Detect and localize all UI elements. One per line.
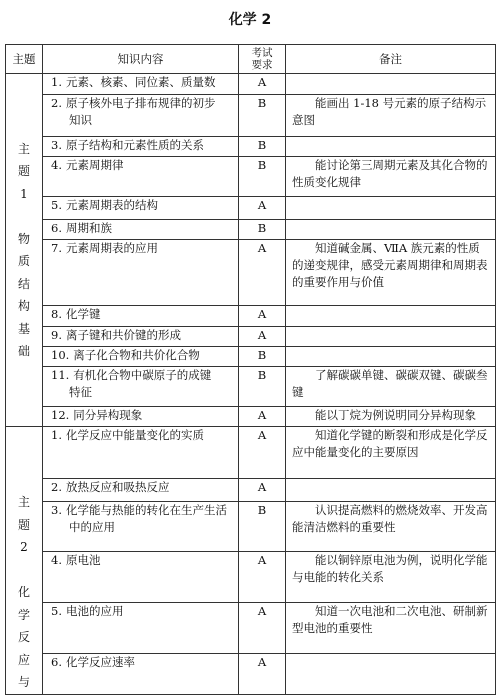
- theme-label-char: 1: [20, 186, 28, 201]
- knowledge-item: [43, 501, 239, 551]
- note-cell: [286, 427, 496, 479]
- table-row: [6, 240, 496, 306]
- knowledge-item: [43, 240, 239, 306]
- knowledge-item: [43, 327, 239, 347]
- theme2-label: [6, 427, 43, 695]
- item-number: 10.: [51, 348, 70, 362]
- item-number: 2.: [51, 96, 62, 110]
- note-cell: [286, 240, 496, 306]
- item-number: 3.: [51, 138, 62, 152]
- note-cell: [286, 347, 496, 367]
- table-row: [6, 306, 496, 327]
- item-number: 3.: [51, 502, 62, 517]
- table-row: [6, 157, 496, 197]
- item-number: 2.: [51, 480, 62, 495]
- knowledge-item: [43, 220, 239, 240]
- knowledge-item: [43, 427, 239, 479]
- item-number: 6.: [51, 655, 62, 670]
- note-cell: [286, 602, 496, 653]
- theme-label-char: 结: [17, 276, 30, 291]
- requirement-level: B: [239, 157, 286, 197]
- table-row: [6, 347, 496, 367]
- note-text: 知道化学键的断裂和形成是化学反应中能量变化的主要原因: [292, 428, 488, 459]
- requirement-level: B: [239, 347, 286, 367]
- note-cell: [286, 501, 496, 551]
- table-row: [6, 327, 496, 347]
- table-row: [6, 501, 496, 551]
- table-row: [6, 95, 496, 137]
- header-note: 备注: [286, 45, 496, 74]
- header-row: [6, 45, 496, 74]
- knowledge-item: [43, 197, 239, 220]
- item-text: 化学反应速率: [65, 655, 135, 670]
- item-number: 8.: [51, 307, 62, 321]
- knowledge-item: [43, 95, 239, 137]
- theme-label-char: 2: [20, 540, 28, 554]
- item-text: 化学能与热能的转化在生产生活: [65, 502, 227, 517]
- syllabus-table: [5, 44, 496, 695]
- item-text: 元素周期表的应用: [65, 241, 158, 255]
- header-content: 知识内容: [43, 45, 239, 74]
- note-cell: [286, 137, 496, 157]
- item-number: 1.: [51, 75, 62, 89]
- requirement-level: A: [239, 551, 286, 602]
- item-number: 4.: [51, 552, 62, 567]
- theme-label-char: 反: [17, 630, 30, 644]
- knowledge-item: [43, 551, 239, 602]
- table-row: [6, 137, 496, 157]
- item-text: 周期和族: [65, 221, 112, 235]
- requirement-level: B: [239, 501, 286, 551]
- knowledge-item: [43, 306, 239, 327]
- knowledge-item: [43, 157, 239, 197]
- item-text: 元素周期表的结构: [65, 198, 158, 212]
- theme-label-char: 质: [17, 254, 30, 268]
- theme-label-char: 题: [17, 164, 30, 178]
- item-text: 离子化合物和共价化合物: [73, 348, 200, 362]
- header-requirement: [239, 45, 286, 74]
- note-text: 能讨论第三周期元素及其化合物的性质变化规律: [292, 158, 488, 189]
- note-text: 知道一次电池和二次电池、研制新型电池的重要性: [292, 603, 488, 635]
- note-text: 认识提高燃料的燃烧效率、开发高能清洁燃料的重要性: [292, 502, 488, 534]
- table-row: [6, 551, 496, 602]
- theme1-label: [6, 74, 43, 427]
- theme-label-char: 学: [17, 607, 30, 622]
- requirement-level: A: [239, 327, 286, 347]
- note-cell: [286, 479, 496, 502]
- item-number: 12.: [51, 408, 70, 422]
- requirement-level: B: [239, 95, 286, 137]
- theme-label-char: [6, 205, 42, 228]
- theme-label-char: 础: [17, 344, 30, 358]
- requirement-level: A: [239, 197, 286, 220]
- header-theme: 主题: [6, 45, 43, 74]
- knowledge-item: [43, 137, 239, 157]
- page-title: 化学 2: [228, 12, 272, 28]
- note-cell: [286, 551, 496, 602]
- note-cell: [286, 367, 496, 407]
- note-cell: [286, 407, 496, 427]
- note-cell: [286, 157, 496, 197]
- note-text: 知道碱金属、ⅦA 族元素的性质的递变规律，感受元素周期律和周期表的重要作用与价值: [292, 241, 488, 289]
- item-number: 11.: [51, 368, 70, 382]
- table-row: [6, 407, 496, 427]
- note-text: 能以丁烷为例说明同分异构现象: [315, 408, 476, 422]
- requirement-level: B: [239, 367, 286, 407]
- requirement-level: B: [239, 220, 286, 240]
- item-number: 5.: [51, 198, 62, 212]
- table-row: [6, 602, 496, 653]
- theme-label-char: 物: [17, 231, 30, 246]
- knowledge-item: [43, 602, 239, 653]
- item-text: 原电池: [65, 552, 101, 567]
- theme-label-char: 主: [17, 495, 30, 509]
- requirement-level: A: [239, 479, 286, 502]
- knowledge-item: [43, 347, 239, 367]
- requirement-level: A: [239, 602, 286, 653]
- item-text: 化学键: [65, 307, 101, 321]
- requirement-level: A: [239, 306, 286, 327]
- item-text: 有机化合物中碳原子的成键: [73, 368, 212, 382]
- knowledge-item: [43, 407, 239, 427]
- requirement-level: A: [239, 240, 286, 306]
- table-row: [6, 427, 496, 479]
- item-text: 放热反应和吸热反应: [65, 480, 170, 495]
- item-text: 化学反应中能量变化的实质: [65, 428, 204, 442]
- requirement-level: A: [239, 654, 286, 694]
- note-text: 了解碳碳单键、碳碳双键、碳碳叁键: [292, 368, 488, 399]
- note-cell: [286, 306, 496, 327]
- requirement-level: A: [239, 407, 286, 427]
- note-cell: [286, 327, 496, 347]
- item-text: 原子核外电子排布规律的初步: [65, 96, 216, 110]
- item-text: 元素、核素、同位素、质量数: [65, 75, 216, 89]
- table-row: [6, 367, 496, 407]
- item-text-continued: 知识: [69, 113, 92, 127]
- requirement-level: B: [239, 137, 286, 157]
- table-row: [6, 479, 496, 502]
- theme-label-char: 题: [17, 517, 30, 532]
- item-number: 5.: [51, 603, 62, 618]
- note-text: 能画出 1-18 号元素的原子结构示意图: [292, 96, 487, 127]
- theme-label-char: 主: [17, 141, 30, 156]
- note-cell: [286, 95, 496, 137]
- note-text: 能以铜锌原电池为例，说明化学能与电能的转化关系: [292, 552, 488, 584]
- item-text: 原子结构和元素性质的关系: [65, 138, 204, 152]
- theme-label-char: 构: [17, 299, 30, 313]
- requirement-level: A: [239, 74, 286, 95]
- item-number: 6.: [51, 221, 62, 235]
- table-row: [6, 220, 496, 240]
- note-cell: [286, 197, 496, 220]
- header-requirement-text: 考试要求: [251, 47, 273, 71]
- item-text: 电池的应用: [65, 603, 124, 618]
- table-row: [6, 197, 496, 220]
- knowledge-item: [43, 74, 239, 95]
- item-number: 9.: [51, 328, 62, 342]
- item-number: 4.: [51, 158, 62, 172]
- theme-label-char: [6, 559, 42, 582]
- theme-label-char: 应: [17, 652, 30, 667]
- item-number: 1.: [51, 428, 62, 442]
- table-row: [6, 74, 496, 95]
- item-text-continued: 特征: [69, 385, 92, 399]
- theme-label-char: 基: [17, 321, 30, 336]
- note-cell: [286, 74, 496, 95]
- item-number: 7.: [51, 241, 62, 255]
- knowledge-item: [43, 367, 239, 407]
- theme-label-char: 与: [17, 675, 30, 689]
- note-cell: [286, 220, 496, 240]
- item-text: 元素周期律: [65, 158, 124, 172]
- item-text: 离子键和共价键的形成: [65, 328, 181, 342]
- item-text-continued: 中的应用: [69, 519, 115, 534]
- item-text: 同分异构现象: [73, 408, 143, 422]
- requirement-level: A: [239, 427, 286, 479]
- knowledge-item: [43, 479, 239, 502]
- theme-label-char: 化: [17, 585, 30, 599]
